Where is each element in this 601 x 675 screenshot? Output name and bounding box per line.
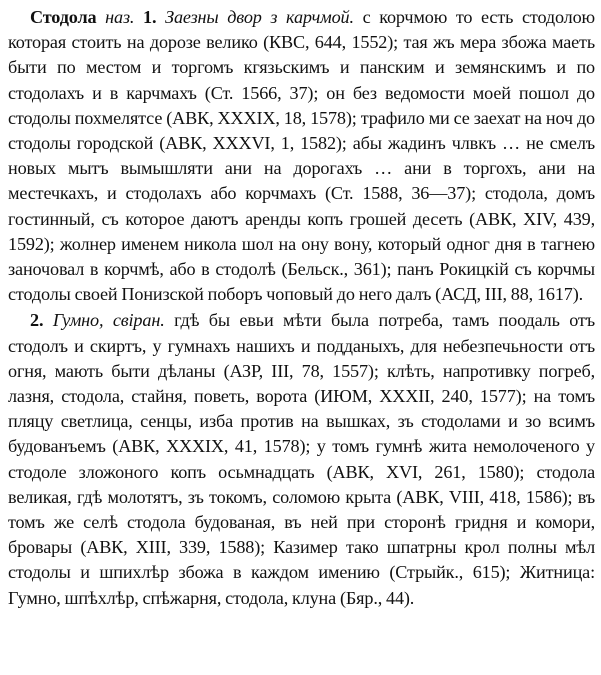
- grammar-label: наз.: [105, 7, 135, 27]
- sense-gloss: Гумно, свіран.: [52, 310, 165, 331]
- sense-gloss: Заезны двор з карчмой.: [165, 7, 354, 27]
- entry-sense-1: [8, 5, 595, 307]
- sense-number: 1.: [143, 7, 157, 27]
- entry-sense-2: [8, 308, 595, 610]
- headword: Стодола: [30, 7, 97, 27]
- sense-number: 2.: [30, 310, 44, 331]
- sense-citations: гдѣ бы евьи мѣти была потреба, тамъ поодаль отъ стодолъ и скиртъ, у гумнахъ нашихъ и подданыхъ, для небезпечьности отъ огня, мають быти дѣланы (АЗР, III, 78, 1557); клѣть, напротивку погреб, лазня, стодола, стайня, поветь, ворота (ИЮМ, XXXII, 240, 1577); на томъ пляцу светлица, сенцы, изба против на вышках, зъ стодолами и зо всимъ будованъемъ (АВК, XXXIX, 41, 1578); у томъ гумнѣ жита немолоченого у стодоле зложоного копъ осьмнадцать (АВК, XVI, 261, 1580); стодола великая, гдѣ молотятъ, зъ токомъ, соломою крыта (АВК, VIII, 418, 1586); въ томъ же селѣ стодола будованая, въ ней при сторонѣ гридня и комори, бровары (АВК, XIII, 339, 1588); Казимер тако шпатрны крол полны мѣл стодолы и шпихлѣр збожа в каждом имению (Стрыйк., 615); Житница: Гумно, шпѣхлѣр, спѣжарня, стодола, клуна (Бяр., 44).: [8, 310, 595, 608]
- sense-citations: с корчмою то есть стодолою которая стоить на дорозе велико (КВС, 644, 1552); тая жъ мера збожа маеть быти по местом и торгомъ кгязьскимъ и панским и земянскимъ и по стодолахъ и в карчмахъ (Ст. 1566, 37); он без ведомости моей пошол до стодолы похмелятсе (АВК, XXXIX, 18, 1578); трафило ми се заехат на ноч до стодолы городской (АВК, XXXVI, 1, 1582); абы жадинъ члвкъ … не смелъ новых мытъ вымышляти ани на дорогахъ … ани в торгохъ, ани на местечкахъ, и стодолахъ або корчмахъ (Ст. 1588, 36—37); стодола, домъ гостинный, съ которое даютъ аренды копъ грошей десеть (АВК, XIV, 439, 1592); жолнер именем никола шол на ону вону, который одног дня в тагнею заночовал в корчмѣ, або в стодолѣ (Бельск., 361); панъ Рокицкій съ корчмы стодолы своей Понизской поборъ чоповый до него далъ (АСД, III, 88, 1617).: [8, 7, 595, 305]
